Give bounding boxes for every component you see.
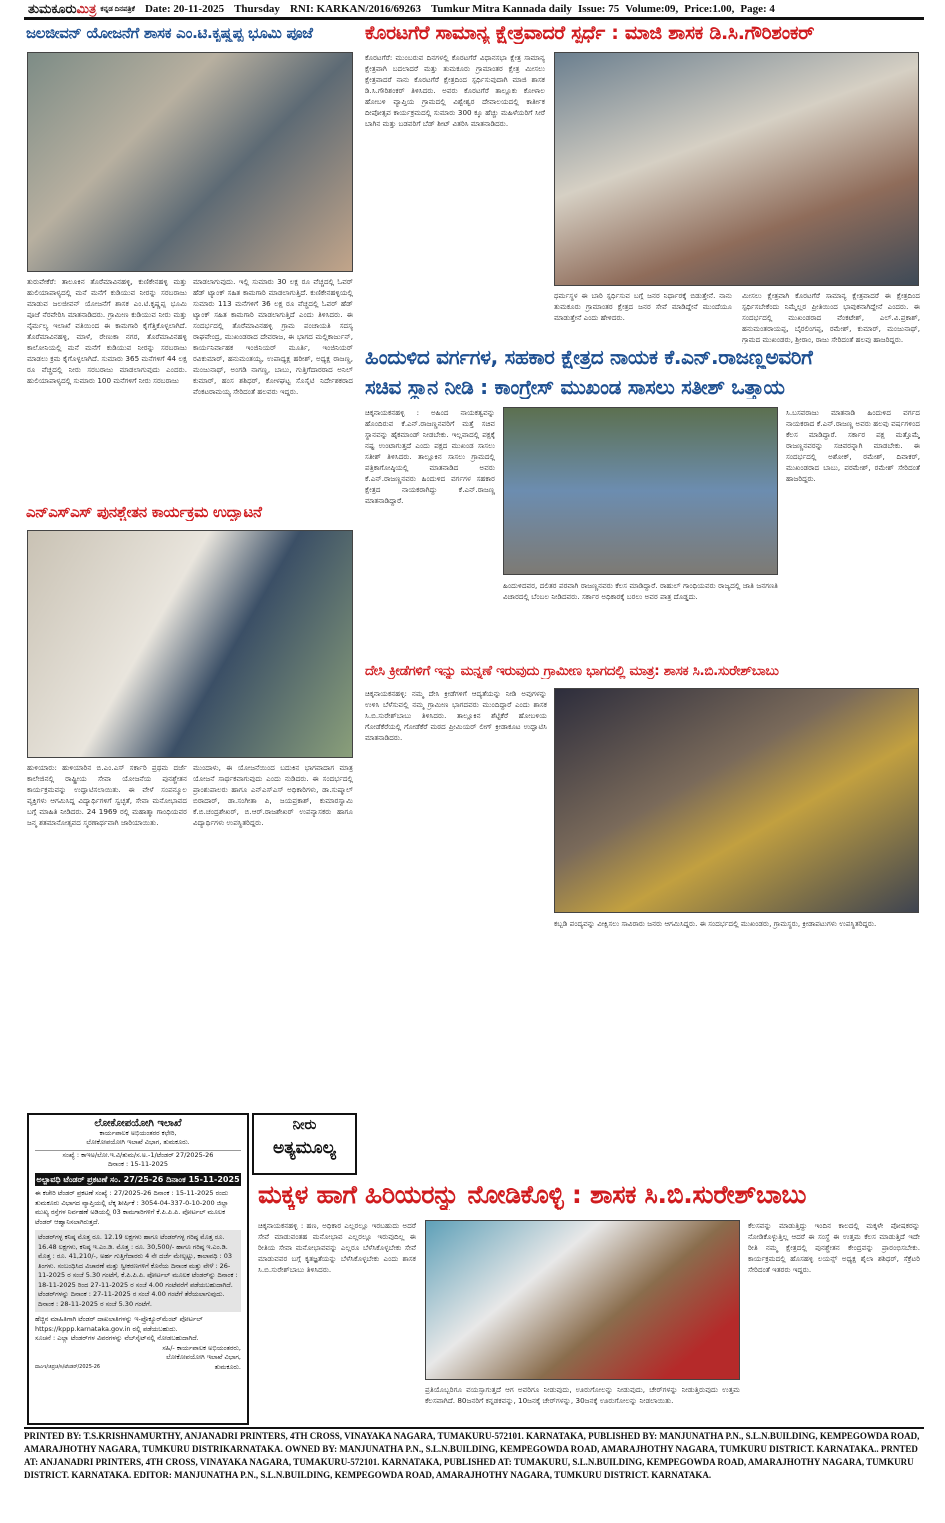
headline-jaljeevan: ಜಲಜೀವನ್ ಯೋಜನೆಗೆ ಶಾಸಕ ಎಂ.ಟಿ.ಕೃಷ್ಣಪ್ಪ ಭೂಮಿ ಪೂಜೆ (26, 24, 313, 42)
article-koratagere-col3: ಮೀಸಲು ಕ್ಷೇತ್ರವಾಗಿ ಕೊರಟಗೆರೆ ಸಾಮಾನ್ಯ ಕ್ಷೇತ್ರವಾದರೆ ಈ ಕ್ಷೇತ್ರದಿಂದ ಸ್ಪರ್ಧಿಸಬೇಕೆಂದು ನಿಮ್ಮೆಲ್ಲರ ಪ್ರೀತಿಯಿಂದ ಭಾವುಕನಾಗಿದ್ದೇನೆ ಎಂದರು. ಈ ಸಂದರ್ಭದಲ್ಲಿ ಮುಖಂಡರಾದ ವೆಂಕಟೇಶ್, ಎಲ್.ವಿ.ಪ್ರಕಾಶ್, ಹನುಮಂತರಾಯಪ್ಪ, ಬೈರಲಿಂಗಪ್ಪ, ರಮೇಶ್, ಕುಮಾರ್, ಮಂಜುನಾಥ್, ಗ್ರಾಮದ ಮುಖಂಡರು, ಶ್ರೀರಾಂ, ರಾಜು ಸೇರಿದಂತೆ ಹಲವು ಹಾಜರಿದ್ದರು. (742, 291, 920, 344)
headline-rajanna-line2: ಸಚಿವ ಸ್ಥಾನ ನೀಡಿ : ಕಾಂಗ್ರೇಸ್ ಮುಖಂಡ ಸಾಸಲು ಸತೀಶ್ ಒತ್ತಾಯ (365, 375, 785, 399)
article-elders-col1: ಚಿಕ್ಕನಾಯಕನಹಳ್ಳಿ : ಹಣ, ಅಧಿಕಾರ ಎಲ್ಲರಲ್ಲೂ ಇರಬಹುದು ಅದರೆ ಸೇವೆ ಮಾಡುವಂತಹ ಮನೋಭಾವ ಎಲ್ಲರಲ್ಲೂ ಇರುವುದಿಲ್ಲ ಈ ರೀತಿಯ ಸೇವಾ ಮನೋಭಾವವನ್ನು ಎಲ್ಲರೂ ಬೆಳೆಸಿಕೊಳ್ಳಬೇಕು ಸೇವೆ ಮಾಡುವವರ ಬಗ್ಗೆ ಕೃತಜ್ಞತೆಯನ್ನು ಬೆಳೆಸಿಕೊಳ್ಳಬೇಕು ಎಂದು ಶಾಸಕ ಸಿ.ಬಿ.ಸುರೇಶ್‌ಬಾಬು ತಿಳಿಸಿದರು. (258, 1221, 416, 1274)
photo-gowrishankar (554, 52, 919, 286)
article-nss-col2: ಮುಂದಾಳು, ಈ ಯೋಜನೆಯಿಂದ ಬದುಕಿನ ಭಾಗವಾದಾಗ ಮಾತ್ರ ಯೋಜನೆ ಸಾರ್ಥಕವಾಗುವುದು ಎಂದು ನುಡಿದರು. ಈ ಸಂದರ್ಭದಲ್ಲಿ ಪ್ರಾಂಶುಪಾಲರು ಹಾಗೂ ಎನ್‌ಎಸ್‌ಎಸ್ ಅಧಿಕಾರಿಗಳು, ಡಾ.ಸುಷ್ಮಾಲ್ ಬಿರಾದಾರ್, ಡಾ.ಸಂಗೀತಾ ಪಿ, ಜಯಪ್ರಕಾಶ್, ಕುಮಾರಸ್ವಾಮಿ ಕೆ.ಬಿ.ಚಂದ್ರಶೇಖರ್, ಬಿ.ಆರ್.ರಾಜಶೇಖರ್ ಉಪನ್ಯಾಸಕರು ಹಾಗೂ ವಿದ್ಯಾರ್ಥಿಗಳು ಉಪಸ್ಥಿತರಿದ್ದರು. (193, 763, 353, 827)
article-rajanna-col2: ಹಿಂದುಳಿದವರ, ದಲಿತರ ಪರವಾಗಿ ರಾಜಣ್ಣನವರು ಕೆಲಸ ಮಾಡಿದ್ದಾರೆ. ರಾಹುಲ್ ಗಾಂಧಿಯವರು ರಾಜ್ಯದಲ್ಲಿ ಜಾತಿ ಜನಗಣತಿ ವಿಚಾರದಲ್ಲಿ ಬೆಂಬಲ ನೀಡಿದವರು. ಸರ್ಕಾರ ಅಧಿಕಾರಕ್ಕೆ ಬರಲು ಅವರ ಪಾತ್ರ ದೊಡ್ಡದು. (503, 581, 778, 601)
tender-para3: ಹೆಚ್ಚಿನ ಮಾಹಿತಿಗಾಗಿ ಟೆಂಡರ್ ದಾಖಲಾತಿಗಳನ್ನು ಇ-ಪ್ರೊಕ್ಯೂರ್‌ಮೆಂಟ್ ಪೋರ್ಟಲ್ https://kppp.karnataka.gov.in ರಲ್ಲಿ ಪಡೆಯಬಹುದು. (35, 1315, 203, 1333)
logo-tagline: ಕನ್ನಡ ದಿನಪತ್ರಿಕೆ (100, 4, 135, 13)
page-number: Page: 4 (740, 3, 775, 15)
issue-number: Issue: 75 (577, 3, 620, 15)
photo-nss-inauguration (27, 530, 353, 758)
tender-sign1: ಸಹಿ/- ಕಾರ್ಯಪಾಲಕ ಅಭಿಯಂತರರು, (162, 1343, 241, 1352)
article-rajanna-col1: ಚಿಕ್ಕನಾಯಕನಹಳ್ಳಿ : ಅಹಿಂದ ನಾಯಕತ್ವವನ್ನು ಹೊಂದಿರುವ ಕೆ.ಎನ್.ರಾಜಣ್ಣನವರಿಗೆ ಮತ್ತೆ ಸಚಿವ ಸ್ಥಾನವನ್ನು ಹೈಕಮಾಂಡ್ ನೀಡಬೇಕು. ಇಲ್ಲವಾದಲ್ಲಿ ಪಕ್ಷಕ್ಕೆ ನಷ್ಟ ಉಂಟಾಗುತ್ತದೆ ಎಂದು ಪಕ್ಷದ ಮುಖಂಡ ಸಾಸಲು ಸತೀಶ್ ತಿಳಿಸಿದರು. ತಾಲ್ಲೂಕಿನ ಸಾಸಲು ಗ್ರಾಮದಲ್ಲಿ ಪತ್ರಿಕಾಗೋಷ್ಠಿಯಲ್ಲಿ ಮಾತನಾಡಿದ ಅವರು ಕೆ.ಎನ್.ರಾಜಣ್ಣನವರು ಹಿಂದುಳಿದ ವರ್ಗಗಳ ಸಹಕಾರ ಕ್ಷೇತ್ರದ ನಾಯಕರಾಗಿದ್ದು ಕೆ.ಎನ್.ರಾಜಣ್ಣ ಮಾತನಾಡಿದ್ದಾರೆ. (365, 408, 495, 505)
article-koratagere-col1: ಕೊರಟಗೆರೆ: ಮುಂಬರುವ ದಿನಗಳಲ್ಲಿ ಕೊರಟಗೆರೆ ವಿಧಾನಸಭಾ ಕ್ಷೇತ್ರ ಸಾಮಾನ್ಯ ಕ್ಷೇತ್ರವಾಗಿ ಬದಲಾದರೆ ಮತ್ತು ತುಮಕೂರು ಗ್ರಾಮಾಂತರ ಕ್ಷೇತ್ರ ಮೀಸಲು ಕ್ಷೇತ್ರವಾದರೆ ನಾನು ಕೊರಟಗೆರೆ ಕ್ಷೇತ್ರದಿಂದ ಸ್ಪರ್ಧಿಸುವುದಾಗಿ ಮಾಜಿ ಶಾಸಕ ಡಿ.ಸಿ.ಗೌರಿಶಂಕರ್ ತಿಳಿಸಿದರು. ಅವರು ಕೊರಟಗೆರೆ ತಾಲ್ಲೂಕು ಕೋಳಾಲ ಹೋಬಳಿ ವ್ಯಾಪ್ತಿಯ ಗ್ರಾಮದಲ್ಲಿ ವಿಶ್ವೇಶ್ವರ ದೇವಾಲಯದಲ್ಲಿ ಕಾರ್ತೀಕ ದೀಪೋತ್ಸವ ಕಾರ್ಯಕ್ರಮದಲ್ಲಿ ಸುಮಾರು 300 ಕ್ಕೂ ಹೆಚ್ಚು ಮಹಿಳೆಯರಿಗೆ ಸೀರೆ ಬಾಗಿನ ಮತ್ತು ಬಡವರಿಗೆ ಬೆಡ್ ಶೀಟ್ ವಿತರಿಸಿ ಮಾತನಾಡಿದರು. (365, 53, 545, 128)
headline-desi-sports: ದೇಸಿ ಕ್ರೀಡೆಗಳಿಗೆ ಇನ್ನು ಮನ್ನಣೆ ಇರುವುದು ಗ್ರಾಮೀಣ ಭಾಗದಲ್ಲಿ ಮಾತ್ರ: ಶಾಸಕ ಸಿ.ಬಿ.ಸುರೇಶ್‌ಬಾಬು (365, 663, 779, 679)
article-elders-col3: ಕೆಲಸವನ್ನು ಮಾಡುತ್ತಿದ್ದು ಇಂದಿನ ಕಾಲದಲ್ಲಿ ಮಕ್ಕಳೇ ಪೋಷಕರನ್ನು ನೋಡಿಕೊಳ್ಳುತ್ತಿಲ್ಲ ಆದರೆ ಈ ಸಂಸ್ಥೆ ಈ ಉತ್ತಮ ಕೆಲಸ ಮಾಡುತ್ತಿದೆ ಇದೇ ರೀತಿ ನಮ್ಮ ಕ್ಷೇತ್ರದಲ್ಲಿ ಪುನಶ್ಚೇತನ ಕೇಂದ್ರವನ್ನು ಪ್ರಾರಂಭಿಸಬೇಕು. ಕಾರ್ಯಕ್ರಮದಲ್ಲಿ ಹೊಸಹಳ್ಳಿ ಲಯನ್ಸ್ ಅಧ್ಯಕ್ಷ ಶೈಲಾ ಶಶಿಧರ್, ಸೆಕ್ರೆಟರಿ ಸೇರಿದಂತೆ ಇತರರು ಇದ್ದರು. (748, 1221, 920, 1274)
headline-elders: ಮಕ್ಕಳ ಹಾಗೆ ಹಿರಿಯರನ್ನು ನೋಡಿಕೊಳ್ಳಿ : ಶಾಸಕ ಸಿ.ಬಿ.ಸುರೇಶ್‌ಬಾಬು (258, 1180, 807, 1209)
volume: Volume:09, (625, 3, 679, 15)
tender-ref: ಸಂಖ್ಯೆ : ಕಾಇಅ/ಲೋ.ಇ.ವಿ/ತುಮ/ಸ.ಅ.-1/ಟೆಂಡರ್ 27/2025-26 (35, 1150, 241, 1161)
photo-elders-event (425, 1220, 740, 1380)
logo-name-accent: ಮಿತ್ರ (76, 1, 97, 16)
article-desi-sports-col1: ಚಿಕ್ಕನಾಯಕನಹಳ್ಳಿ: ನಮ್ಮ ದೇಸಿ ಕ್ರೀಡೆಗಳಿಗೆ ಆದ್ಯತೆಯನ್ನು ನೀಡಿ ಅವುಗಳನ್ನು ಉಳಿಸಿ ಬೆಳೆಸುವಲ್ಲಿ ನಮ್ಮ ಗ್ರಾಮೀಣ ಭಾಗದವರು ಮುಂದಿದ್ದಾರೆ ಎಂದು ಶಾಸಕ ಸಿ.ಬಿ.ಸುರೇಶ್‌ಬಾಬು ತಿಳಿಸಿದರು. ತಾಲ್ಲೂಕಿನ ಶೆಟ್ಟಿಕೆರೆ ಹೋಬಳಿಯ ಗೋಡೆಕೆರೆಯಲ್ಲಿ ಗೋಡೆಕೆರೆ ಮಠದ ಪ್ರೀಮಿಯರ್ ಲೀಗ್ ಕ್ರೀಡಾಕೂಟ ಉದ್ಘಾಟಿಸಿ ಮಾತನಾಡಿದರು. (365, 689, 547, 742)
headline-nss: ಎನ್‌ಎಸ್‌ಎಸ್ ಪುನಶ್ಚೇತನ ಕಾರ್ಯಕ್ರಮ ಉದ್ಘಾಟನೆ (26, 503, 262, 521)
paper-name: Tumkur Mitra Kannada daily (431, 3, 572, 15)
footer-rule (24, 1427, 924, 1429)
photo-sports-inauguration (554, 688, 919, 913)
article-desi-sports-col2: ಕಬ್ಬಡಿ ಪಂದ್ಯವನ್ನು ವೀಕ್ಷಿಸಲು ಸಾವಿರಾರು ಜನರು ಆಗಮಿಸಿದ್ದರು. ಈ ಸಂದರ್ಭದಲ್ಲಿ ಮುಖಂಡರು, ಗ್ರಾಮಸ್ಥರು, ಕ್ರೀಡಾಪಟುಗಳು ಉಪಸ್ಥಿತರಿದ್ದರು. (554, 919, 877, 928)
tender-sign2: ಲೋಕೋಪಯೋಗಿ ಇಲಾಖೆ ವಿಭಾಗ, (165, 1353, 241, 1361)
tender-ref-code: ವಾಎಇ/ಜಿಪ್ರಚ/ಸಿ/ಟೆಂಡರ್/2025-26 (35, 1363, 101, 1370)
tender-banner: ಅಲ್ಪಾವಧಿ ಟೆಂಡರ್ ಪ್ರಕಟಣೆ ಸಂ. 27/25-26 ದಿನಾಂಕ 15-11-2025 (35, 1173, 241, 1187)
rni-number: RNI: KARKAN/2016/69263 (289, 3, 422, 15)
tender-para2: ಟೆಂಡರ್‌ಗಳ್ಳ ಕನಿಷ್ಠ ಮೊತ್ತ ರೂ. 12.19 ಲಕ್ಷಗಳು ಹಾಗೂ ಟೆಂಡರ್‌ಗಳ್ಳ ಗರಿಷ್ಠ ಮೊತ್ತ ರೂ. 16.48 ಲಕ್ಷಗಳು, ಕನಿಷ್ಠ ಇ.ಎಂ.ಡಿ. ಮೊತ್ತ : ರೂ. 30,500/- ಹಾಗೂ ಗರಿಷ್ಠ ಇ.ಎಂ.ಡಿ. ಮೊತ್ತ : ರೂ. 41,210/-, ಅರ್ಹ ಗುತ್ತಿಗೆದಾರರು 4 ನೇ ದರ್ಜೆ ಮೇಲ್ಪಟ್ಟು, ಕಾಲಾವಧಿ : 03 ತಿಂಗಳು. ಸಂಬಂಧಿಸಿದ ವಿಚಾರಣೆ ಮತ್ತು ಸ್ವೀಕರಣಗಳಿಗೆ ಕೊನೆಯ ದಿನಾಂಕ ಮತ್ತು ವೇಳೆ : 26-11-2025 ರ ಸಂಜೆ 5.30 ಗಂಟೆಗೆ, ಕೆ.ಪಿ.ಪಿ.ಪಿ. ಪೋರ್ಟಲ್ ಮೂಲಕ ಟೆಂಡರ್‌ನ್ನು ದಿನಾಂಕ : 18-11-2025 ರಿಂದ 27-11-2025 ರ ಸಂಜೆ 4.00 ಗಂಟೆವರೆಗೆ ಪಡೆಯಬಹುದಾಗಿದೆ. ಟೆಂಡರ್‌ಗಳನ್ನು ದಿನಾಂಕ : 27-11-2025 ರ ಸಂಜೆ 4.00 ಗಂಟೆಗೆ ತೆರೆಯಲಾಗುವುದು. ದಿನಾಂಕ : 28-11-2025 ರ ಸಂಜೆ 5.30 ಗಂಟೆಗೆ. (35, 1230, 241, 1312)
tender-office2: ಲೋಕೋಪಯೋಗಿ ಇಲಾಖೆ ವಿಭಾಗ, ತುಮಕೂರು. (86, 1138, 190, 1146)
article-nss-col1: ಹುಳಿಯಾರು: ಹುಳಿಯಾರಿನ ಬಿ.ಎಂ.ಎಸ್ ಸರ್ಕಾರಿ ಪ್ರಥಮ ದರ್ಜೆ ಕಾಲೇಜಿನಲ್ಲಿ ರಾಷ್ಟ್ರೀಯ ಸೇವಾ ಯೋಜನೆಯ ಪುನಶ್ಚೇತನ ಕಾರ್ಯಕ್ರಮವನ್ನು ಉದ್ಘಾಟಿಸಲಾಯಿತು. ಈ ವೇಳೆ ಸಂಪನ್ಮೂಲ ವ್ಯಕ್ತಿಗಳು ಆಗಮಿಸಿದ್ದ ವಿದ್ಯಾರ್ಥಿಗಳಿಗೆ ಸ್ವಚ್ಛತೆ, ಸೇವಾ ಮನೋಭಾವದ ಬಗ್ಗೆ ಮಾಹಿತಿ ನೀಡಿದರು. 24 1969 ರಲ್ಲಿ ಮಹಾತ್ಮಾ ಗಾಂಧಿಯವರ ಜನ್ಮ ಶತಮಾನೋತ್ಸವದ ಸ್ಮರಣಾರ್ಥವಾಗಿ ಜಾರಿಯಾಯಿತು. (27, 763, 187, 827)
tender-notice (27, 1113, 249, 1425)
headline-koratagere: ಕೊರಟಗೆರೆ ಸಾಮಾನ್ಯ ಕ್ಷೇತ್ರವಾದರೆ ಸ್ಪರ್ಧೆ : ಮಾಜಿ ಶಾಸಕ ಡಿ.ಸಿ.ಗೌರಿಶಂಕರ್ (365, 22, 815, 44)
tender-para4: ಸೂಚನೆ : ಎಲ್ಲಾ ಟೆಂಡರ್‌ಗಳ ವಿವರಗಳನ್ನು ವೆಬ್‌ಸೈಟ್‌ನಲ್ಲಿ ನೋಡಬಹುದಾಗಿದೆ. (35, 1334, 199, 1342)
tender-office1: ಕಾರ್ಯಪಾಲಕ ಅಭಿಯಂತರರ ಕಛೇರಿ, (99, 1128, 177, 1137)
issue-day: Thursday (234, 3, 280, 15)
masthead-rule (24, 17, 924, 20)
issue-date: Date: 20-11-2025 (144, 3, 225, 15)
tender-date: ದಿನಾಂಕ : 15-11-2025 (107, 1160, 168, 1168)
photo-bhoomi-pooje (27, 52, 353, 272)
article-elders-col2: ಪ್ರತಿಯೊಬ್ಬರಿಗೂ ವಯಸ್ಸಾಗುತ್ತದೆ ಆಗ ಅವರಿಗೂ ನೀಡುವುದು, ಊರುಗೋಲನ್ನು ನೀಡುವುದು, ಚೇರ್‌ಗಳನ್ನು ನೀಡುತ್ತಿರುವುದು ಉತ್ತಮ ಕೆಲಸವಾಗಿದೆ. 80ಜನರಿಗೆ ಕನ್ನಡಕವನ್ನು, 10ಜನಕ್ಕೆ ಚೇರ್‌ಗಳನ್ನು, 30ಜನಕ್ಕೆ ಊರುಗೋಲನ್ನು ನೀಡಲಾಯಿತು. (425, 1385, 740, 1405)
article-jaljeevan-col1: ತುರುವೇಕೆರೆ: ತಾಲೂಕಿನ ತೊರೆಮಾವಿನಹಳ್ಳಿ, ಕುಣಿಕೇನಹಳ್ಳಿ ಮತ್ತು ಹುಲಿಯಾಪಾಳ್ಯದಲ್ಲಿ ಮನೆ ಮನೆಗೆ ಕುಡಿಯುವ ನೀರನ್ನು ಸರಬರಾಜು ಮಾಡುವ ಜಲಜೀವನ್ ಯೋಜನೆಗೆ ಶಾಸಕ ಎಂ.ಟಿ.ಕೃಷ್ಣಪ್ಪ ಭೂಮಿ ಪೂಜೆ ನೆರವೇರಿಸಿ ಮಾತನಾಡಿದರು. ಗ್ರಾಮೀಣ ಕುಡಿಯುವ ನೀರು ಮತ್ತು ನೈರ್ಮಲ್ಯ ಇಲಾಖೆ ವತಿಯಿಂದ ಈ ಕಾಮಗಾರಿ ಕೈಗೆತ್ತಿಕೊಳ್ಳಲಾಗಿದೆ. ತೊರೆಮಾವಿನಹಳ್ಳಿ, ಮಾಳೆ, ರೇಣುಕಾ ನಗರ, ತೊರೆಮಾವಿನಹಳ್ಳಿ ಕಾಲೋನಿಯಲ್ಲಿ ಮನೆ ಮನೆಗೆ ಕುಡಿಯುವ ನೀರನ್ನು ಸರಬರಾಜು ಮಾಡಲು ಕ್ರಮ ಕೈಗೊಳ್ಳಲಾಗಿದೆ. ಸುಮಾರು 365 ಮನೆಗಳಿಗೆ 44 ಲಕ್ಷ ರೂ ವೆಚ್ಚದಲ್ಲಿ ನೀರು ಸರಬರಾಜು ಮಾಡಲಾಗುವುದು ಎಂದರು. ಹುಲಿಯಾಪಾಳ್ಯದಲ್ಲಿ ಸುಮಾರು 100 ಮನೆಗಳಿಗೆ ನೀರು ಸರಬರಾಜು (27, 277, 187, 385)
headline-rajanna-line1: ಹಿಂದುಳಿದ ವರ್ಗಗಳ, ಸಹಕಾರ ಕ್ಷೇತ್ರದ ನಾಯಕ ಕೆ.ಎನ್.ರಾಜಣ್ಣಅವರಿಗೆ (365, 345, 813, 369)
photo-press-meet (503, 407, 778, 575)
logo-name: ತುಮಕೂರು (28, 1, 77, 16)
tender-sign3: ತುಮಕೂರು. (214, 1362, 241, 1371)
imprint-footer: PRINTED BY: T.S.KRISHNAMURTHY, ANJANADRI PRINTERS, 4TH CROSS, VINAYAKA NAGARA, TUMAKURU-572101. KARNATAKA, PUBLISHED BY: MANJUNATHA P.N., S.L.N.BUILDING, KEMPEGOWDA ROAD, AMARAJHOTHY NAGARA, TUMKURU DISTRIKARNATAKA. OWNED BY: MANJUNATHA P.N., S.L.N.BUILDING, KEMPEGOWDA ROAD, AMARAJHOTHY NAGARA, TUMKURU DISTRICT. KARNATAKA.. PRNTED AT: ANJANADRI PRINTERS, 4TH CROSS, VINAYAKA NAGARA, TUMAKURU-572101. KARNATAKA, PUBLISHED AT: TUMAKURU, S.L.N.BUILDING, KEMPEGOWDA ROAD, AMARAJHOTHY NAGARA, TUMKURU DISTRICT. KARNATAKA. EDITOR: MANJUNATHA P.N., S.L.N.BUILDING, KEMPEGOWDA ROAD, AMARAJHOTHY NAGARA, TUMKURU DISTRICT. KARNATAKA. (24, 1431, 920, 1480)
price: Price:1.00, (684, 3, 735, 15)
article-jaljeevan-col2: ಮಾಡಲಾಗುವುದು. ಇಲ್ಲಿ ಸುಮಾರು 30 ಲಕ್ಷ ರೂ ವೆಚ್ಚದಲ್ಲಿ ಓವರ್ ಹೆಡ್ ಟ್ಯಾಂಕ್ ಸಹಿತ ಕಾಮಗಾರಿ ಮಾಡಲಾಗುತ್ತಿದೆ. ಕುಣಿಕೇನಹಳ್ಳಿಯಲ್ಲಿ ಸುಮಾರು 113 ಮನೆಗಳಿಗೆ 36 ಲಕ್ಷ ರೂ ವೆಚ್ಚದಲ್ಲಿ ಓವರ್ ಹೆಡ್ ಟ್ಯಾಂಕ್ ಸಹಿತ ಕಾಮಗಾರಿ ಮಾಡಲಾಗುತ್ತಿದೆ ಎಂದು ತಿಳಿಸಿದರು. ಈ ಸಂದರ್ಭದಲ್ಲಿ ತೊರೆಮಾವಿನಹಳ್ಳಿ ಗ್ರಾಮ ಪಂಚಾಯತಿ ಸದಸ್ಯ ರಾಘವೇಂದ್ರ, ಮುಖಂಡರಾದ ದೇವರಾಜ, ಈ ಭಾಗದ ಮಲ್ಲಿಕಾರ್ಜುನ್, ಕಾರ್ಯನಿರ್ವಾಹಕ ಇಂಜಿನಿಯರ್ ಮೂರ್ತಿ, ಇಂಜಿನಿಯರ್ ರವಿಕುಮಾರ್, ಹನುಮಂತಯ್ಯ, ಉಪಾಧ್ಯಕ್ಷ ಹರೀಶ್, ಅಧ್ಯಕ್ಷ ರಾಜಣ್ಣ, ಮಂಜುನಾಥ್, ಅಂಗಡಿ ನಾಗಣ್ಣ, ಬಾಬು, ಗುತ್ತಿಗೆದಾರರಾದ ಅನಿಲ್ ಕುಮಾರ್, ಹಂಸ ಶಶಿಧರ್, ಕೋಳಘಟ್ಟ ಸೊಸೈಟಿ ನಿರ್ದೇಶಕರಾದ ವೆಂಕಟರಾಮಯ್ಯ ಸೇರಿದಂತೆ ಹಲವರು ಇದ್ದರು. (193, 277, 353, 396)
article-rajanna-col3: ಸಿ.ಬಸವರಾಜು ಮಾತನಾಡಿ ಹಿಂದುಳಿದ ವರ್ಗದ ನಾಯಕರಾದ ಕೆ.ಎನ್.ರಾಜಣ್ಣ ಅವರು ಹಲವು ವರ್ಷಗಳಿಂದ ಕೆಲಸ ಮಾಡಿದ್ದಾರೆ. ಸರ್ಕಾರ ಪಕ್ಷ ಮತ್ತೊಮ್ಮೆ ರಾಜಣ್ಣನವರನ್ನು ಸಚಿವರನ್ನಾಗಿ ಮಾಡಬೇಕು. ಈ ಸಂದರ್ಭದಲ್ಲಿ ಅಶೋಕ್, ರಮೇಶ್, ದಿವಾಕರ್, ಮುಖಂಡರಾದ ಬಾಬು, ಪರಮೇಶ್, ರಮೇಶ್ ಸೇರಿದಂತೆ ಹಾಜರಿದ್ದರು. (786, 408, 920, 483)
article-koratagere-col2: ಧರ್ಮಸ್ಥಳ ಈ ಬಾರಿ ಸ್ಪರ್ಧಿಸುವ ಬಗ್ಗೆ ಜನರ ನಿರ್ಧಾರಕ್ಕೆ ಬಿಡುತ್ತೇನೆ. ನಾನು ತುಮಕೂರು ಗ್ರಾಮಾಂತರ ಕ್ಷೇತ್ರದ ಜನರ ಸೇವೆ ಮಾಡಿದ್ದೇನೆ ಮುಂದೆಯೂ ಮಾಡುತ್ತೇನೆ ಎಂದು ಹೇಳಿದರು. (554, 291, 732, 322)
tender-dept: ಲೋಕೋಪಯೋಗಿ ಇಲಾಖೆ (94, 1118, 182, 1129)
water-line2: ಅತ್ಯಮೂಲ್ಯ (273, 1138, 336, 1158)
water-slogan-box (252, 1113, 357, 1175)
masthead (28, 2, 928, 16)
tender-para1: ಈ ಕಚೇರಿ ಟೆಂಡರ್ ಪ್ರಕಟಣೆ ಸಂಖ್ಯೆ : 27/2025-26 ದಿನಾಂಕ : 15-11-2025 ರಂದು ತುಮಕೂರು ವಿಭಾಗದ ವ್ಯಾಪ್ತಿಯಲ್ಲಿ ಲೆಕ್ಕ ಶೀರ್ಷಿಕೆ : 3054-04-337-0-10-200 ಜಿಲ್ಲಾ ಮುಖ್ಯ ರಸ್ತೆಗಳ ನಿರ್ವಹಣೆ ಅಡಿಯಲ್ಲಿ 03 ಕಾಮಗಾರಿಗಳಿಗೆ ಕೆ.ಪಿ.ಪಿ.ಪಿ. ಪೋರ್ಟಲ್ ಮೂಲಕ ಟೆಂಡರ್ ಆಹ್ವಾನಿಸಲಾಗಿರುತ್ತದೆ. (35, 1189, 229, 1226)
water-line1: ನೀರು (292, 1117, 317, 1133)
